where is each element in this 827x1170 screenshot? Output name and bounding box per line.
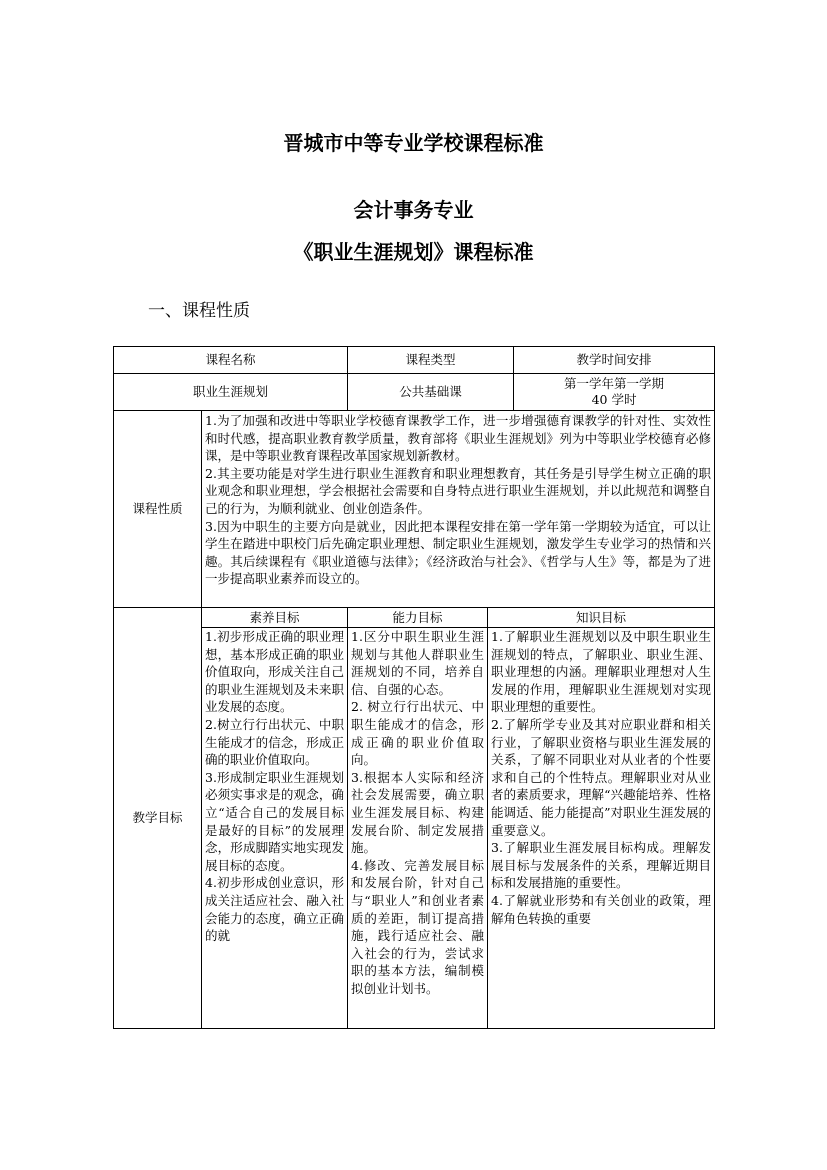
ability-item: 2. 树立行行出状元、中职生能成才的信念，形成正确的职业价值取向。 [351,699,485,768]
schedule-term: 第一学年第一学期 [564,376,665,391]
ability-item: 1.区分中职生职业生涯规划与其他人群职业生涯规划的不同，培养自信、自强的心态。 [351,629,485,697]
header-ability-goals: 能力目标 [348,608,488,628]
literacy-goals-content [202,628,348,1029]
course-nature-row [114,411,715,608]
course-standard-table [113,346,715,1029]
header-literacy-goals: 素养目标 [202,608,348,628]
header-knowledge-goals: 知识目标 [488,608,715,628]
literacy-item: 2.树立行行出状元、中职生能成才的信念，形成正确的职业价值取向。 [205,716,345,768]
nature-paragraph: 1.为了加强和改进中等职业学校德育课教学工作，进一步增强德育课教学的针对性、实效性和时代感，提高职业教育教学质量，教育部将《职业生涯规划》列为中等职业学校德育必修课，是中等职业教育课程改革国家规划新教材。 [205,413,712,464]
nature-paragraph: 3.因为中职生的主要方向是就业，因此把本课程安排在第一学年第一学期较为适宜，可以让学生在踏进中职校门后先确定职业理想、制定职业生涯规划，激发学生专业学习的热情和兴趣。其后续课程有《职业道德与法律》；《经济政治与社会》、《哲学与人生》等，都是为了进一步提高职业素养而设立的。 [205,518,712,587]
header-course-type: 课程类型 [348,347,514,374]
course-type-value: 公共基础课 [348,374,514,411]
knowledge-item: 2.了解所学专业及其对应职业群和相关行业，了解职业资格与职业生涯发展的关系，了解不同职业对从业者的个性要求和自己的个性特点。理解职业对从业者的素质要求，理解“兴趣能培养、性格能调适、能力能提高”对职业生涯发展的重要意义。 [491,716,712,838]
header-course-name: 课程名称 [114,347,348,374]
course-nature-content [202,411,715,608]
knowledge-item: 1.了解职业生涯规划以及中职生职业生涯规划的特点，了解职业、职业生涯、职业理想的内涵。理解职业理想对人生发展的作用，理解职业生涯规划对实现职业理想的重要性。 [491,629,712,715]
header-schedule: 教学时间安排 [514,347,715,374]
ability-item: 4.修改、完善发展目标和发展台阶，针对自己与“职业人”和创业者素质的差距，制订提高措施，践行适应社会、融入社会的行为，尝试求职的基本方法，编制模拟创业计划书。 [351,857,485,996]
course-standard-title: 《职业生涯规划》课程标准 [293,240,534,264]
table-header-row [114,347,715,374]
table-info-row [114,374,715,411]
schedule-value [514,374,715,411]
literacy-item: 1.初步形成正确的职业理想，基本形成正确的职业价值取向，形成关注自己的职业生涯规划及未来职业发展的态度。 [205,629,345,715]
school-title: 晋城市中等专业学校课程标准 [283,131,544,155]
literacy-item: 3.形成制定职业生涯规划必须实事求是的观念，确立“适合自己的发展目标是最好的目标”的发展理念，形成脚踏实地实现发展目标的态度。 [205,769,345,873]
knowledge-item: 3.了解职业生涯发展目标构成。理解发展目标与发展条件的关系，理解近期目标和发展措施的重要性。 [491,840,712,891]
major-title: 会计事务专业 [353,198,474,222]
goals-subheader-row [114,608,715,628]
schedule-hours: 40 学时 [591,392,637,407]
literacy-item: 4.初步形成创业意识，形成关注适应社会、融入社会能力的态度，确立正确的就 [205,875,345,944]
course-nature-label: 课程性质 [114,411,202,608]
knowledge-item: 4.了解就业形势和有关创业的政策，理解角色转换的重要 [491,892,712,926]
goals-content-row [114,628,715,1029]
ability-item: 3.根据本人实际和经济社会发展需要，确立职业生涯发展目标、构建发展台阶、制定发展措施。 [351,769,485,856]
knowledge-goals-content [488,628,715,1029]
section-heading-course-nature: 一、课程性质 [148,301,250,321]
nature-paragraph: 2.其主要功能是对学生进行职业生涯教育和职业理想教育，其任务是引导学生树立正确的职业观念和职业理想，学会根据社会需要和自身特点进行职业生涯规划，并以此规范和调整自己的行为，为顺利就业、创业创造条件。 [205,465,712,516]
ability-goals-content [348,628,488,1029]
course-name-value: 职业生涯规划 [114,374,348,411]
teaching-goals-label: 教学目标 [114,608,202,1029]
